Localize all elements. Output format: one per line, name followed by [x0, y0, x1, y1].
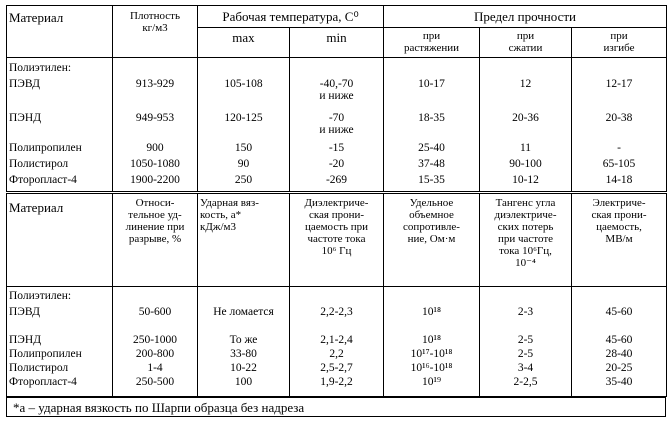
- header-impact-strength: Ударная вяз- кость, а* кДж/м3: [198, 194, 290, 287]
- header-resistivity: Удельное объемное сопротивле- ние, Ом·м: [384, 194, 480, 287]
- list-item: [9, 124, 110, 136]
- impact-column: Не ломается То же 33-80 10-22 100: [198, 287, 290, 397]
- header-compression: при сжатии: [480, 28, 572, 58]
- min-temp-column: -40,-70 и ниже -70 и ниже -15 -20 -269: [290, 58, 384, 192]
- tension-column: 10-17 18-35 25-40 37-48 15-35: [384, 58, 480, 192]
- list-item: ПЭВД: [9, 78, 40, 90]
- header-electric-strength: Электриче- ская прони- цаемость, МВ/м: [572, 194, 667, 287]
- header-material-2: Материал: [7, 194, 113, 287]
- compression-column: 12 20-36 11 90-100 10-12: [480, 58, 572, 192]
- properties-table-1: [6, 5, 667, 192]
- materials-column: [7, 58, 113, 192]
- list-item: ПЭНД: [9, 112, 42, 124]
- list-item: Полиэтилен:: [9, 62, 72, 74]
- electric-strength-column: 45-60 45-60 28-40 20-25 35-40: [572, 287, 667, 397]
- materials-column-2: [7, 287, 113, 397]
- header-density: Плотность кг/м3: [113, 6, 198, 58]
- list-item: Полистирол: [9, 362, 69, 374]
- header-elongation: Относи- тельное уд- линение при разрыве, %: [113, 194, 198, 287]
- list-item: Полистирол: [9, 158, 69, 170]
- bending-column: 12-17 20-38 - 65-105 14-18: [572, 58, 667, 192]
- permittivity-column: 2,2-2,3 2,1-2,4 2,2 2,5-2,7 1,9-2,2: [290, 287, 384, 397]
- elongation-column: 50-600 250-1000 200-800 1-4 250-500: [113, 287, 198, 397]
- resistivity-column: 10¹⁸ 10¹⁸ 10¹⁷-10¹⁸ 10¹⁶-10¹⁸ 10¹⁹: [384, 287, 480, 397]
- properties-table-2: [6, 193, 667, 397]
- header-loss-tangent: Тангенс угла диэлектриче- ских потерь при частоте тока 10⁶Гц, 10⁻⁴: [480, 194, 572, 287]
- list-item: ПЭВД: [9, 306, 40, 318]
- list-item: Фторопласт-4: [9, 376, 77, 388]
- header-strength-limit: Предел прочности: [384, 6, 667, 28]
- header-tension: при растяжении: [384, 28, 480, 58]
- footnote: *а – ударная вязкость по Шарпи образца без надреза: [6, 397, 666, 417]
- header-working-temperature: Рабочая температура, С⁰: [198, 6, 384, 28]
- list-item: [9, 90, 110, 102]
- header-min: min: [290, 28, 384, 58]
- header-material: Материал: [7, 6, 113, 58]
- max-temp-column: 105-108 120-125 150 90 250: [198, 58, 290, 192]
- list-item: Полипропилен: [9, 142, 82, 154]
- list-item: Полиэтилен:: [9, 290, 72, 302]
- density-column: 913-929 949-953 900 1050-1080 1900-2200: [113, 58, 198, 192]
- list-item: ПЭНД: [9, 334, 42, 346]
- header-bending: при изгибе: [572, 28, 667, 58]
- header-permittivity: Диэлектриче- ская прони- цаемость при частоте тока 10⁶ Гц: [290, 194, 384, 287]
- list-item: Фторопласт-4: [9, 174, 77, 186]
- loss-tangent-column: 2-3 2-5 2-5 3-4 2-2,5: [480, 287, 572, 397]
- header-max: max: [198, 28, 290, 58]
- list-item: [9, 318, 110, 330]
- list-item: Полипропилен: [9, 348, 82, 360]
